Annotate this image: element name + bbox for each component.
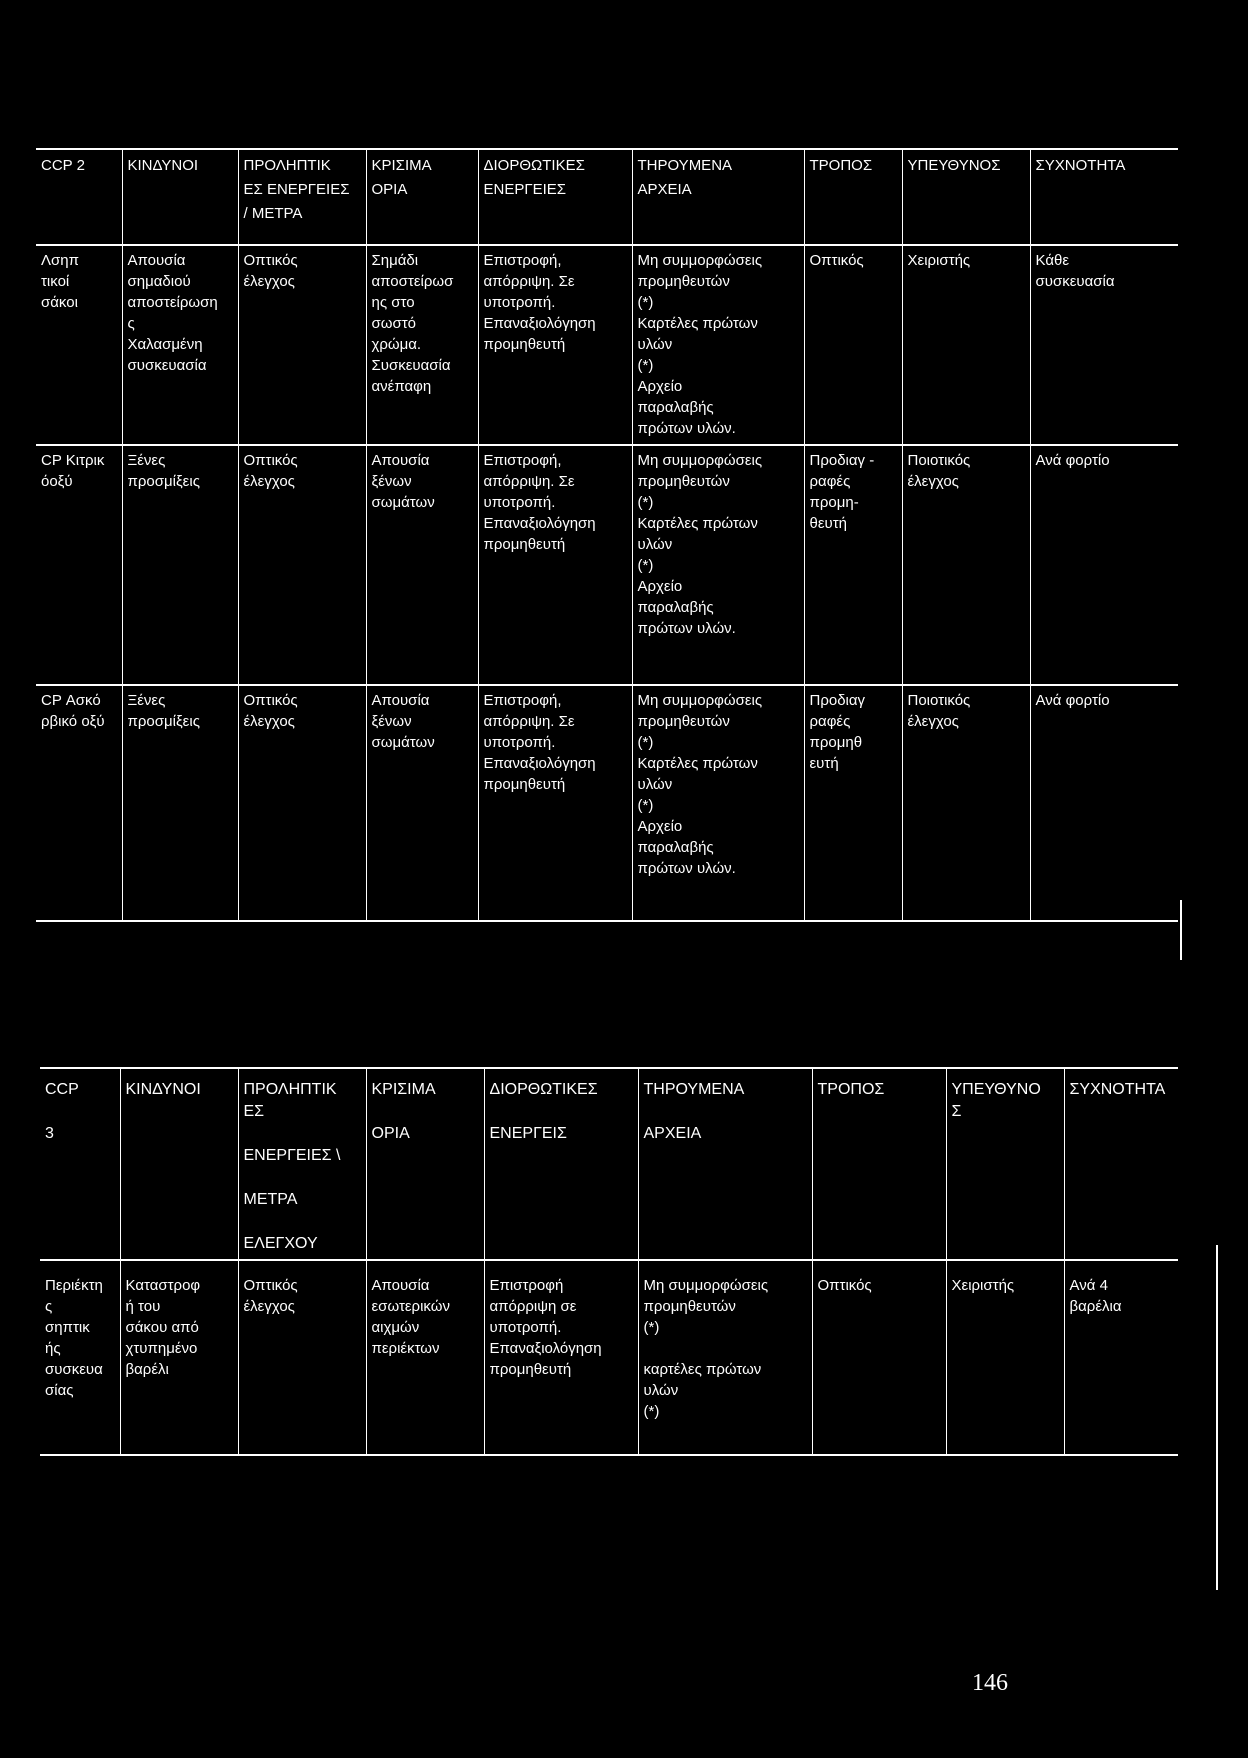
table-row: [40, 1260, 1178, 1455]
cell: Επιστροφή, απόρριψη. Σε υποτροπή. Επαναξιολόγηση προμηθευτή: [478, 445, 632, 685]
cell: Προδιαγ - ραφές προμη- θευτή: [804, 445, 902, 685]
header-frequency: ΣΥΧΝΟΤΗΤΑ: [1064, 1068, 1178, 1260]
cell: Απουσία εσωτερικών αιχμών περιέκτων: [366, 1260, 484, 1455]
header-hazards: ΚΙΝΔΥΝΟΙ: [122, 149, 238, 245]
header-records: ΤΗΡΟΥΜΕΝΑ ΑΡΧΕΙΑ: [632, 149, 804, 245]
cell: Μη συμμορφώσεις προμηθευτών (*) Καρτέλες πρώτων υλών (*) Αρχείο παραλαβής πρώτων υλών.: [632, 445, 804, 685]
header-responsible: ΥΠΕΥΘΥΝΟ Σ: [946, 1068, 1064, 1260]
header-ccp: CCP 2: [36, 149, 122, 245]
cell: Απουσία ξένων σωμάτων: [366, 445, 478, 685]
cell: Μη συμμορφώσεις προμηθευτών (*) Καρτέλες πρώτων υλών (*) Αρχείο παραλαβής πρώτων υλών.: [632, 685, 804, 921]
header-method: ΤΡΟΠΟΣ: [812, 1068, 946, 1260]
cell: Οπτικός έλεγχος: [238, 685, 366, 921]
cell: Μη συμμορφώσεις προμηθευτών (*) καρτέλες πρώτων υλών (*): [638, 1260, 812, 1455]
cell: Μη συμμορφώσεις προμηθευτών (*) Καρτέλες πρώτων υλών (*) Αρχείο παραλαβής πρώτων υλών.: [632, 245, 804, 445]
header-frequency: ΣΥΧΝΟΤΗΤΑ: [1030, 149, 1178, 245]
cell: Ξένες προσμίξεις: [122, 685, 238, 921]
cell: Απουσία ξένων σωμάτων: [366, 685, 478, 921]
cell: Καταστροφ ή του σάκου από χτυπημένο βαρέλι: [120, 1260, 238, 1455]
table-header-row: [40, 1068, 1178, 1260]
cell: Λσηπ τικοί σάκοι: [36, 245, 122, 445]
header-ccp: CCP 3: [40, 1068, 120, 1260]
cell: CP Κιτρικ όοξύ: [36, 445, 122, 685]
cell: Χειριστής: [902, 245, 1030, 445]
header-hazards: ΚΙΝΔΥΝΟΙ: [120, 1068, 238, 1260]
header-preventive: ΠΡΟΛΗΠΤΙΚ ΕΣ ΕΝΕΡΓΕΙΕΣ \ ΜΕΤΡΑ ΕΛΕΓΧΟΥ: [238, 1068, 366, 1260]
haccp-table-ccp2: [36, 148, 1178, 922]
cell: Οπτικός έλεγχος: [238, 1260, 366, 1455]
cell: Ποιοτικός έλεγχος: [902, 445, 1030, 685]
cell: Περιέκτη ς σηπτικ ής συσκευα σίας: [40, 1260, 120, 1455]
scan-line-right-upper: [1180, 900, 1182, 960]
cell: Οπτικός: [812, 1260, 946, 1455]
cell: Ανά φορτίο: [1030, 445, 1178, 685]
header-method: ΤΡΟΠΟΣ: [804, 149, 902, 245]
cell: Ανά 4 βαρέλια: [1064, 1260, 1178, 1455]
table-row: [36, 445, 1178, 685]
header-corrective: ΔΙΟΡΘΩΤΙΚΕΣ ΕΝΕΡΓΕΙΕΣ: [478, 149, 632, 245]
table-row: [36, 245, 1178, 445]
cell: Οπτικός έλεγχος: [238, 445, 366, 685]
page-number: 146: [972, 1670, 1008, 1696]
table-header-row: [36, 149, 1178, 245]
header-records: ΤΗΡΟΥΜΕΝΑ ΑΡΧΕΙΑ: [638, 1068, 812, 1260]
header-critical-limits: ΚΡΙΣΙΜΑ ΟΡΙΑ: [366, 149, 478, 245]
cell: CP Ασκό ρβικό οξύ: [36, 685, 122, 921]
cell: Οπτικός: [804, 245, 902, 445]
cell: Απουσία σημαδιού αποστείρωση ς Χαλασμένη συσκευασία: [122, 245, 238, 445]
cell: Επιστροφή, απόρριψη. Σε υποτροπή. Επαναξιολόγηση προμηθευτή: [478, 245, 632, 445]
header-preventive: ΠΡΟΛΗΠΤΙΚ ΕΣ ΕΝΕΡΓΕΙΕΣ / ΜΕΤΡΑ: [238, 149, 366, 245]
cell: Κάθε συσκευασία: [1030, 245, 1178, 445]
cell: Επιστροφή απόρριψη σε υποτροπή. Επαναξιολόγηση προμηθευτή: [484, 1260, 638, 1455]
haccp-table-ccp3: [40, 1067, 1178, 1456]
cell: Ξένες προσμίξεις: [122, 445, 238, 685]
cell: Προδιαγ ραφές προμηθ ευτή: [804, 685, 902, 921]
cell: Σημάδι αποστείρωσ ης στο σωστό χρώμα. Συσκευασία ανέπαφη: [366, 245, 478, 445]
header-critical-limits: ΚΡΙΣΙΜΑ ΟΡΙΑ: [366, 1068, 484, 1260]
header-corrective: ΔΙΟΡΘΩΤΙΚΕΣ ΕΝΕΡΓΕΙΣ: [484, 1068, 638, 1260]
cell: Οπτικός έλεγχος: [238, 245, 366, 445]
cell: Ποιοτικός έλεγχος: [902, 685, 1030, 921]
cell: Χειριστής: [946, 1260, 1064, 1455]
cell: Ανά φορτίο: [1030, 685, 1178, 921]
table-row: [36, 685, 1178, 921]
scan-line-right-lower: [1216, 1245, 1218, 1590]
header-responsible: ΥΠΕΥΘΥΝΟΣ: [902, 149, 1030, 245]
cell: Επιστροφή, απόρριψη. Σε υποτροπή. Επαναξιολόγηση προμηθευτή: [478, 685, 632, 921]
